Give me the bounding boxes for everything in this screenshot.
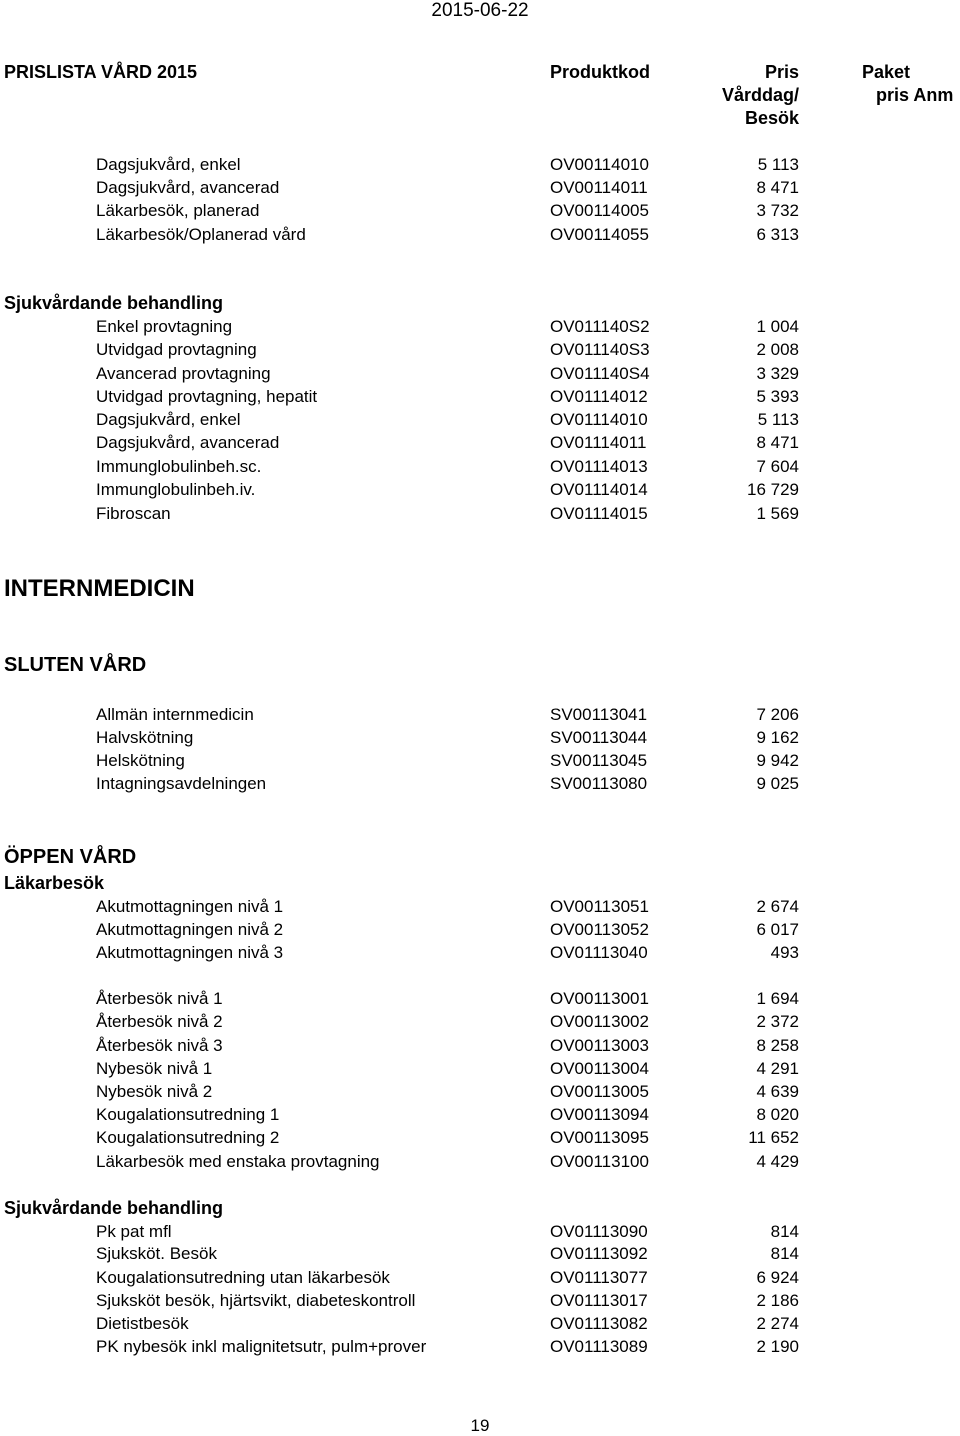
price: 5 113 xyxy=(757,410,799,429)
price: 6 313 xyxy=(756,225,799,244)
table-row xyxy=(0,224,960,246)
price: 6 017 xyxy=(756,920,799,939)
price: 8 258 xyxy=(756,1036,799,1055)
service-name: Fibroscan xyxy=(96,504,171,523)
table-row xyxy=(0,942,960,964)
product-code: OV01113077 xyxy=(550,1268,648,1287)
price: 2 008 xyxy=(756,340,799,359)
price: 11 652 xyxy=(748,1128,799,1147)
service-name: Akutmottagningen nivå 3 xyxy=(96,943,284,962)
product-code: OV01114014 xyxy=(550,480,648,499)
service-name: Utvidgad provtagning xyxy=(96,340,257,359)
table-row xyxy=(0,919,960,941)
table-row xyxy=(0,1035,960,1057)
table-row xyxy=(0,988,960,1010)
product-code: OV00114011 xyxy=(550,178,648,197)
product-code: OV00113051 xyxy=(550,897,649,916)
price: 4 639 xyxy=(756,1082,799,1101)
document-date: 2015-06-22 xyxy=(431,0,529,21)
service-name: Dagsjukvård, avancerad xyxy=(96,178,280,197)
product-code: OV01114010 xyxy=(550,410,648,429)
price: 6 924 xyxy=(756,1268,799,1287)
price: 5 113 xyxy=(757,155,799,174)
section-heading-sluten-vard: SLUTEN VÅRD xyxy=(4,654,147,676)
service-name: Dagsjukvård, enkel xyxy=(96,155,241,174)
service-name: Läkarbesök med enstaka provtagning xyxy=(96,1152,380,1171)
table-row xyxy=(0,1336,960,1358)
table-row xyxy=(0,456,960,478)
product-code: OV00114010 xyxy=(550,155,649,174)
price: 2 190 xyxy=(756,1337,799,1356)
service-name: Sjuksköt besök, hjärtsvikt, diabeteskontroll xyxy=(96,1291,416,1310)
price: 814 xyxy=(770,1222,799,1241)
product-code: SV00113041 xyxy=(550,705,648,724)
section-heading-oppen-vard: ÖPPEN VÅRD xyxy=(4,846,137,868)
column-header-price-line2: Vårddag/ xyxy=(721,85,799,105)
product-code: OV00113004 xyxy=(550,1059,649,1078)
column-header-package-line1: Paket xyxy=(862,62,911,82)
subsection-heading-lakarbesok: Läkarbesök xyxy=(4,873,105,893)
price: 7 604 xyxy=(756,457,799,476)
service-name: Helskötning xyxy=(96,751,185,770)
price: 16 729 xyxy=(747,480,799,499)
price: 2 372 xyxy=(756,1012,799,1031)
product-code: OV011140S4 xyxy=(550,364,650,383)
product-code: OV011140S2 xyxy=(550,317,650,336)
product-code: OV011140S3 xyxy=(550,340,650,359)
product-code: SV00113080 xyxy=(550,774,648,793)
product-code: OV01114011 xyxy=(550,433,647,452)
service-name: Halvskötning xyxy=(96,728,194,747)
service-name: Dagsjukvård, avancerad xyxy=(96,433,280,452)
department-heading-internmedicin: INTERNMEDICIN xyxy=(4,575,195,602)
section-heading-sjukvardande: Sjukvårdande behandling xyxy=(4,293,224,313)
price-list-title: PRISLISTA VÅRD 2015 xyxy=(4,62,198,82)
service-name: Sjuksköt. Besök xyxy=(96,1244,217,1263)
product-code: SV00113044 xyxy=(550,728,648,747)
table-row xyxy=(0,177,960,199)
table-row xyxy=(0,1290,960,1312)
table-row xyxy=(0,432,960,454)
product-code: OV00113001 xyxy=(550,989,649,1008)
service-name: Nybesök nivå 2 xyxy=(96,1082,213,1101)
table-row xyxy=(0,1127,960,1149)
product-code: OV00113002 xyxy=(550,1012,649,1031)
price: 3 732 xyxy=(756,201,799,220)
product-code: OV00113005 xyxy=(550,1082,649,1101)
price: 493 xyxy=(770,943,799,962)
price: 2 674 xyxy=(756,897,799,916)
column-header-package-line2: pris Anm xyxy=(876,85,954,105)
product-code: OV00113052 xyxy=(550,920,649,939)
table-row xyxy=(0,1011,960,1033)
product-code: OV01113090 xyxy=(550,1222,648,1241)
service-name: Läkarbesök, planerad xyxy=(96,201,260,220)
product-code: OV01113092 xyxy=(550,1244,648,1263)
table-row xyxy=(0,1267,960,1289)
service-name: Kougalationsutredning 1 xyxy=(96,1105,280,1124)
service-name: Akutmottagningen nivå 1 xyxy=(96,897,284,916)
service-name: Pk pat mfl xyxy=(96,1222,172,1241)
service-name: PK nybesök inkl malignitetsutr, pulm+prover xyxy=(96,1337,427,1356)
product-code: OV01113017 xyxy=(550,1291,648,1310)
table-row xyxy=(0,704,960,726)
service-name: Läkarbesök/Oplanerad vård xyxy=(96,225,306,244)
price: 4 291 xyxy=(756,1059,799,1078)
table-row xyxy=(0,200,960,222)
price: 1 569 xyxy=(756,504,799,523)
price: 1 694 xyxy=(756,989,799,1008)
service-name: Nybesök nivå 1 xyxy=(96,1059,213,1078)
service-name: Allmän internmedicin xyxy=(96,705,254,724)
product-code: OV00114005 xyxy=(550,201,649,220)
price: 3 329 xyxy=(756,364,799,383)
price: 814 xyxy=(770,1244,799,1263)
table-row xyxy=(0,896,960,918)
table-row xyxy=(0,363,960,385)
table-row xyxy=(0,154,960,176)
table-row xyxy=(0,1081,960,1103)
product-code: OV01113082 xyxy=(550,1314,648,1333)
column-header-price-line1: Pris xyxy=(764,62,799,82)
price: 4 429 xyxy=(756,1152,799,1171)
price: 8 020 xyxy=(756,1105,799,1124)
price: 8 471 xyxy=(756,178,799,197)
page-number: 19 xyxy=(470,1416,490,1435)
product-code: SV00113045 xyxy=(550,751,648,770)
table-row xyxy=(0,727,960,749)
service-name: Immunglobulinbeh.iv. xyxy=(96,480,256,499)
product-code: OV01113089 xyxy=(550,1337,648,1356)
table-row xyxy=(0,479,960,501)
service-name: Dietistbesök xyxy=(96,1314,189,1333)
table-row xyxy=(0,503,960,525)
table-row xyxy=(0,1221,960,1243)
product-code: OV01113040 xyxy=(550,943,648,962)
table-row xyxy=(0,339,960,361)
service-name: Immunglobulinbeh.sc. xyxy=(96,457,262,476)
service-name: Utvidgad provtagning, hepatit xyxy=(96,387,318,406)
price: 9 942 xyxy=(756,751,799,770)
product-code: OV00113100 xyxy=(550,1152,649,1171)
product-code: OV01114013 xyxy=(550,457,648,476)
table-row xyxy=(0,1313,960,1335)
column-header-product-code: Produktkod xyxy=(550,62,651,82)
product-code: OV00113095 xyxy=(550,1128,649,1147)
table-row xyxy=(0,1104,960,1126)
service-name: Intagningsavdelningen xyxy=(96,774,267,793)
price: 2 274 xyxy=(756,1314,799,1333)
price: 5 393 xyxy=(756,387,799,406)
price: 8 471 xyxy=(756,433,799,452)
column-header-price-line3: Besök xyxy=(744,108,799,128)
price: 7 206 xyxy=(756,705,799,724)
product-code: OV00113003 xyxy=(550,1036,649,1055)
service-name: Dagsjukvård, enkel xyxy=(96,410,241,429)
table-row xyxy=(0,316,960,338)
service-name: Kougalationsutredning utan läkarbesök xyxy=(96,1268,390,1287)
price: 9 025 xyxy=(756,774,799,793)
product-code: OV00114055 xyxy=(550,225,649,244)
service-name: Kougalationsutredning 2 xyxy=(96,1128,280,1147)
table-row xyxy=(0,1243,960,1265)
table-row xyxy=(0,750,960,772)
product-code: OV00113094 xyxy=(550,1105,649,1124)
table-row xyxy=(0,1058,960,1080)
table-row xyxy=(0,773,960,795)
table-row xyxy=(0,1151,960,1173)
service-name: Återbesök nivå 3 xyxy=(96,1036,223,1055)
price: 2 186 xyxy=(756,1291,799,1310)
service-name: Återbesök nivå 1 xyxy=(96,989,223,1008)
service-name: Enkel provtagning xyxy=(96,317,233,336)
price: 9 162 xyxy=(756,728,799,747)
subsection-heading-sjukvardande: Sjukvårdande behandling xyxy=(4,1198,224,1218)
product-code: OV01114015 xyxy=(550,504,648,523)
service-name: Avancerad provtagning xyxy=(96,364,271,383)
price: 1 004 xyxy=(756,317,799,336)
product-code: OV01114012 xyxy=(550,387,648,406)
service-name: Återbesök nivå 2 xyxy=(96,1012,223,1031)
table-row xyxy=(0,386,960,408)
table-row xyxy=(0,409,960,431)
service-name: Akutmottagningen nivå 2 xyxy=(96,920,284,939)
